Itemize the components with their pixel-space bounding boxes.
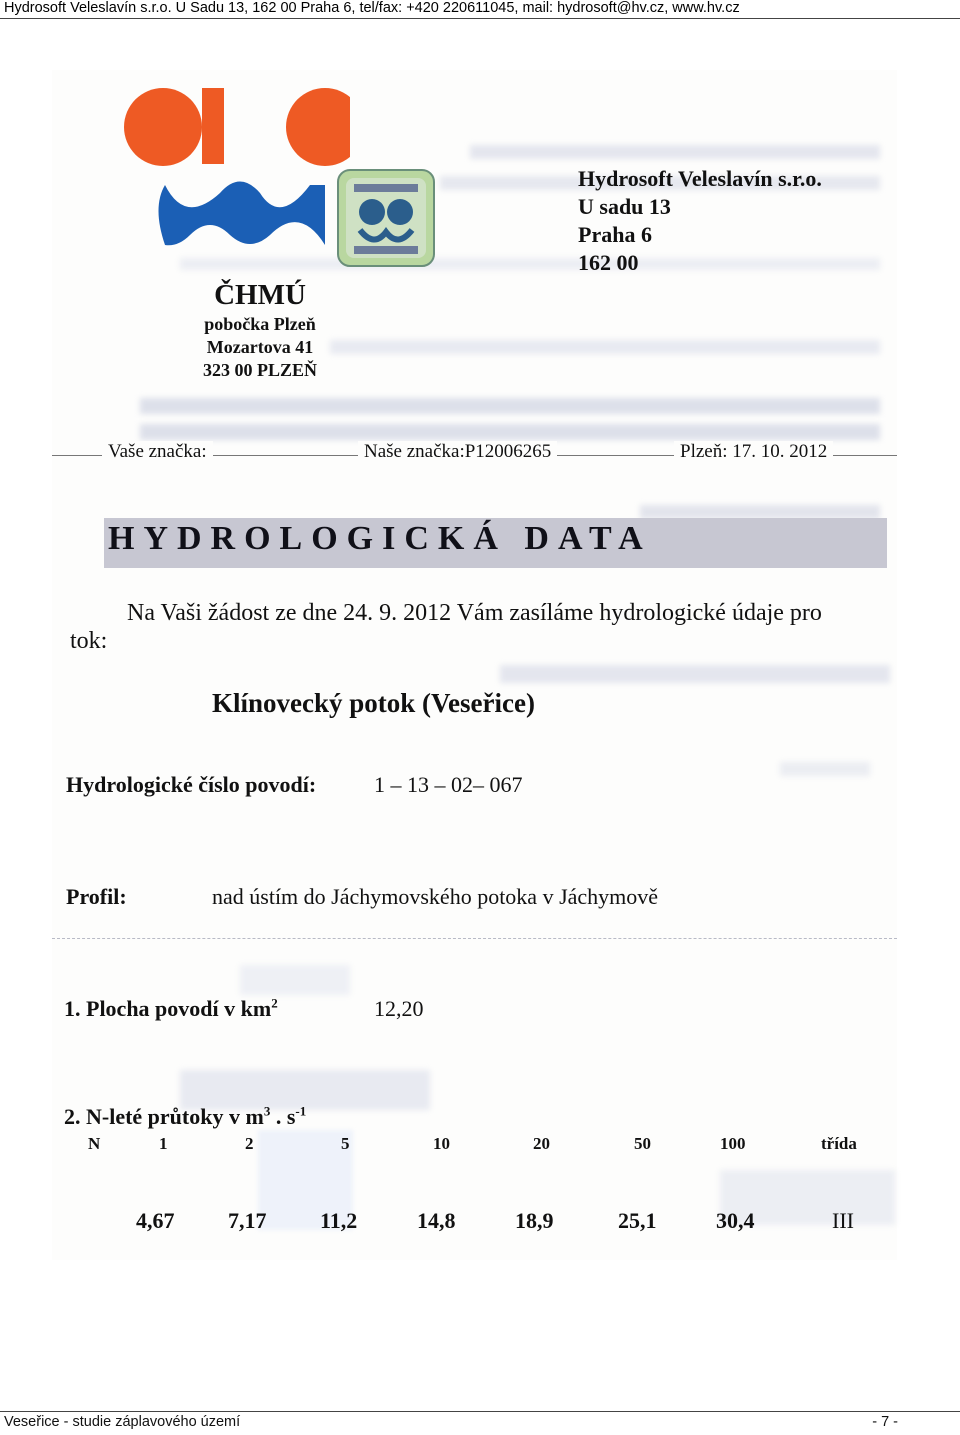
hcp-value: 1 – 13 – 02– 067 xyxy=(374,772,523,797)
sender-org: ČHMÚ xyxy=(214,279,306,311)
flow-value-cell: 25,1 xyxy=(618,1208,657,1233)
flows-label-mid: . s xyxy=(270,1104,296,1129)
flow-value-cell: 30,4 xyxy=(716,1208,755,1233)
flow-header-cell: třída xyxy=(821,1134,857,1153)
flow-value-cell: 14,8 xyxy=(417,1208,456,1233)
recipient-address xyxy=(578,165,822,277)
flows-exponent-2: -1 xyxy=(295,1103,307,1119)
chmu-logo xyxy=(110,85,350,255)
flows-label xyxy=(64,1104,306,1130)
hcp-label: Hydrologické číslo povodí: xyxy=(66,772,317,797)
sender-address xyxy=(190,277,330,382)
header-divider xyxy=(0,18,960,19)
catchment-area-value: 12,20 xyxy=(374,996,424,1021)
profil-value: nad ústím do Jáchymovského potoka v Jáchymově xyxy=(212,884,659,909)
page-header: Hydrosoft Veleslavín s.r.o. U Sadu 13, 162 00 Praha 6, tel/fax: +420 220611045, mail: hydrosoft@hv.cz, www.hv.cz xyxy=(4,0,740,16)
flow-header-cell: 5 xyxy=(341,1134,350,1153)
page-number: - 7 - xyxy=(872,1414,898,1430)
tok-label: tok: xyxy=(70,628,108,654)
flow-header-cell: 1 xyxy=(159,1134,168,1153)
sender-line-2: Mozartova 41 xyxy=(206,337,314,357)
catchment-area-text: 1. Plocha povodí v km xyxy=(64,996,272,1021)
flow-header-cell: 100 xyxy=(720,1134,746,1153)
profil-label: Profil: xyxy=(66,884,127,909)
flow-header-cell: 2 xyxy=(245,1134,254,1153)
flows-exponent-1: 3 xyxy=(263,1103,271,1119)
intro-text: Na Vaši žádost ze dne 24. 9. 2012 Vám zasíláme hydrologické údaje pro xyxy=(127,600,822,626)
recipient-line-4: 162 00 xyxy=(578,250,639,275)
recipient-line-2: U sadu 13 xyxy=(578,194,671,219)
your-reference: Vaše značka: xyxy=(102,441,213,463)
flow-header-cell: 50 xyxy=(634,1134,651,1153)
flow-value-cell: 4,67 xyxy=(136,1208,175,1233)
sender-line-1: pobočka Plzeň xyxy=(204,314,316,334)
recipient-line-3: Praha 6 xyxy=(578,222,652,247)
flow-value-cell: 18,9 xyxy=(515,1208,554,1233)
flow-value-cell: 7,17 xyxy=(228,1208,267,1233)
flow-header-cell: 10 xyxy=(433,1134,450,1153)
sender-line-3: 323 00 PLZEŇ xyxy=(202,360,317,380)
document-title: HYDROLOGICKÁ DATA xyxy=(108,520,652,557)
flow-header-cell: N xyxy=(88,1134,101,1153)
catchment-area-exponent: 2 xyxy=(271,995,278,1011)
flow-class-value: III xyxy=(832,1208,854,1233)
flow-value-cell: 11,2 xyxy=(320,1208,358,1233)
flows-label-text: 2. N-leté průtoky v m xyxy=(64,1104,264,1129)
flow-header-cell: 20 xyxy=(533,1134,550,1153)
footer-title: Veseřice - studie záplavového území xyxy=(4,1414,241,1430)
place-date: Plzeň: 17. 10. 2012 xyxy=(674,441,833,463)
catchment-area-label xyxy=(64,996,278,1022)
recipient-line-1: Hydrosoft Veleslavín s.r.o. xyxy=(578,166,822,191)
stream-name: Klínovecký potok (Veseřice) xyxy=(212,688,535,718)
hologram-seal xyxy=(336,168,436,268)
footer-divider xyxy=(0,1411,960,1412)
section-divider xyxy=(52,938,897,939)
our-reference: Naše značka:P12006265 xyxy=(358,441,557,463)
